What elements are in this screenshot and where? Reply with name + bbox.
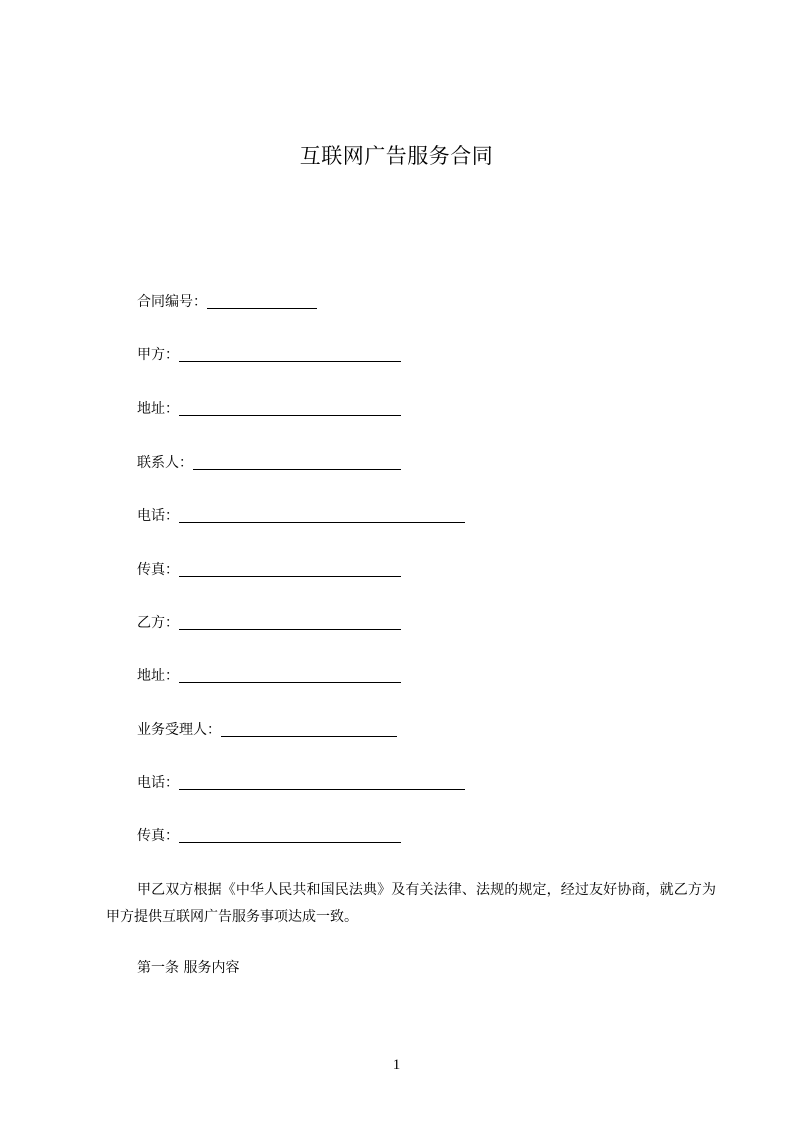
field-party-b-address: [137, 664, 401, 686]
page-number: 1: [392, 1057, 401, 1073]
fill-in-line[interactable]: [179, 401, 401, 416]
section-heading: 第一条 服务内容: [137, 960, 240, 976]
field-label: 甲方：: [137, 347, 179, 363]
field-party-a-address: [137, 397, 401, 419]
fill-in-line[interactable]: [179, 347, 401, 362]
field-label: 地址：: [137, 668, 179, 684]
field-label: 联系人：: [137, 455, 193, 471]
field-party-b-fax: [137, 824, 401, 846]
fill-in-line[interactable]: [179, 775, 465, 790]
field-party-a-contact: [137, 451, 401, 473]
document-title: 互联网广告服务合同: [299, 144, 494, 168]
field-label: 合同编号：: [137, 294, 207, 310]
field-label: 业务受理人：: [137, 722, 221, 738]
preamble-paragraph: [106, 877, 716, 931]
field-contract-number: [137, 290, 317, 312]
fill-in-line[interactable]: [179, 562, 401, 577]
field-party-b-phone: [137, 771, 465, 793]
field-party-a: [137, 343, 401, 365]
fill-in-line[interactable]: [207, 294, 317, 309]
field-label: 传真：: [137, 562, 179, 578]
field-label: 电话：: [137, 508, 179, 524]
fill-in-line[interactable]: [179, 668, 401, 683]
field-party-b-handler: [137, 718, 397, 740]
fill-in-line[interactable]: [179, 828, 401, 843]
field-label: 电话：: [137, 775, 179, 791]
field-label: 传真：: [137, 828, 179, 844]
field-party-a-phone: [137, 504, 465, 526]
fill-in-line[interactable]: [179, 508, 465, 523]
fill-in-line[interactable]: [193, 455, 401, 470]
field-party-a-fax: [137, 558, 401, 580]
fill-in-line[interactable]: [221, 722, 397, 737]
field-label: 地址：: [137, 401, 179, 417]
field-label: 乙方：: [137, 615, 179, 631]
fill-in-line[interactable]: [179, 615, 401, 630]
paragraph-line: 甲乙双方根据《中华人民共和国民法典》及有关法律、法规的规定，经过友好协: [137, 882, 632, 898]
paragraph-line: 商，就乙方为甲方提供互联网广告服务事项达成一致。: [106, 882, 716, 925]
field-party-b: [137, 611, 401, 633]
